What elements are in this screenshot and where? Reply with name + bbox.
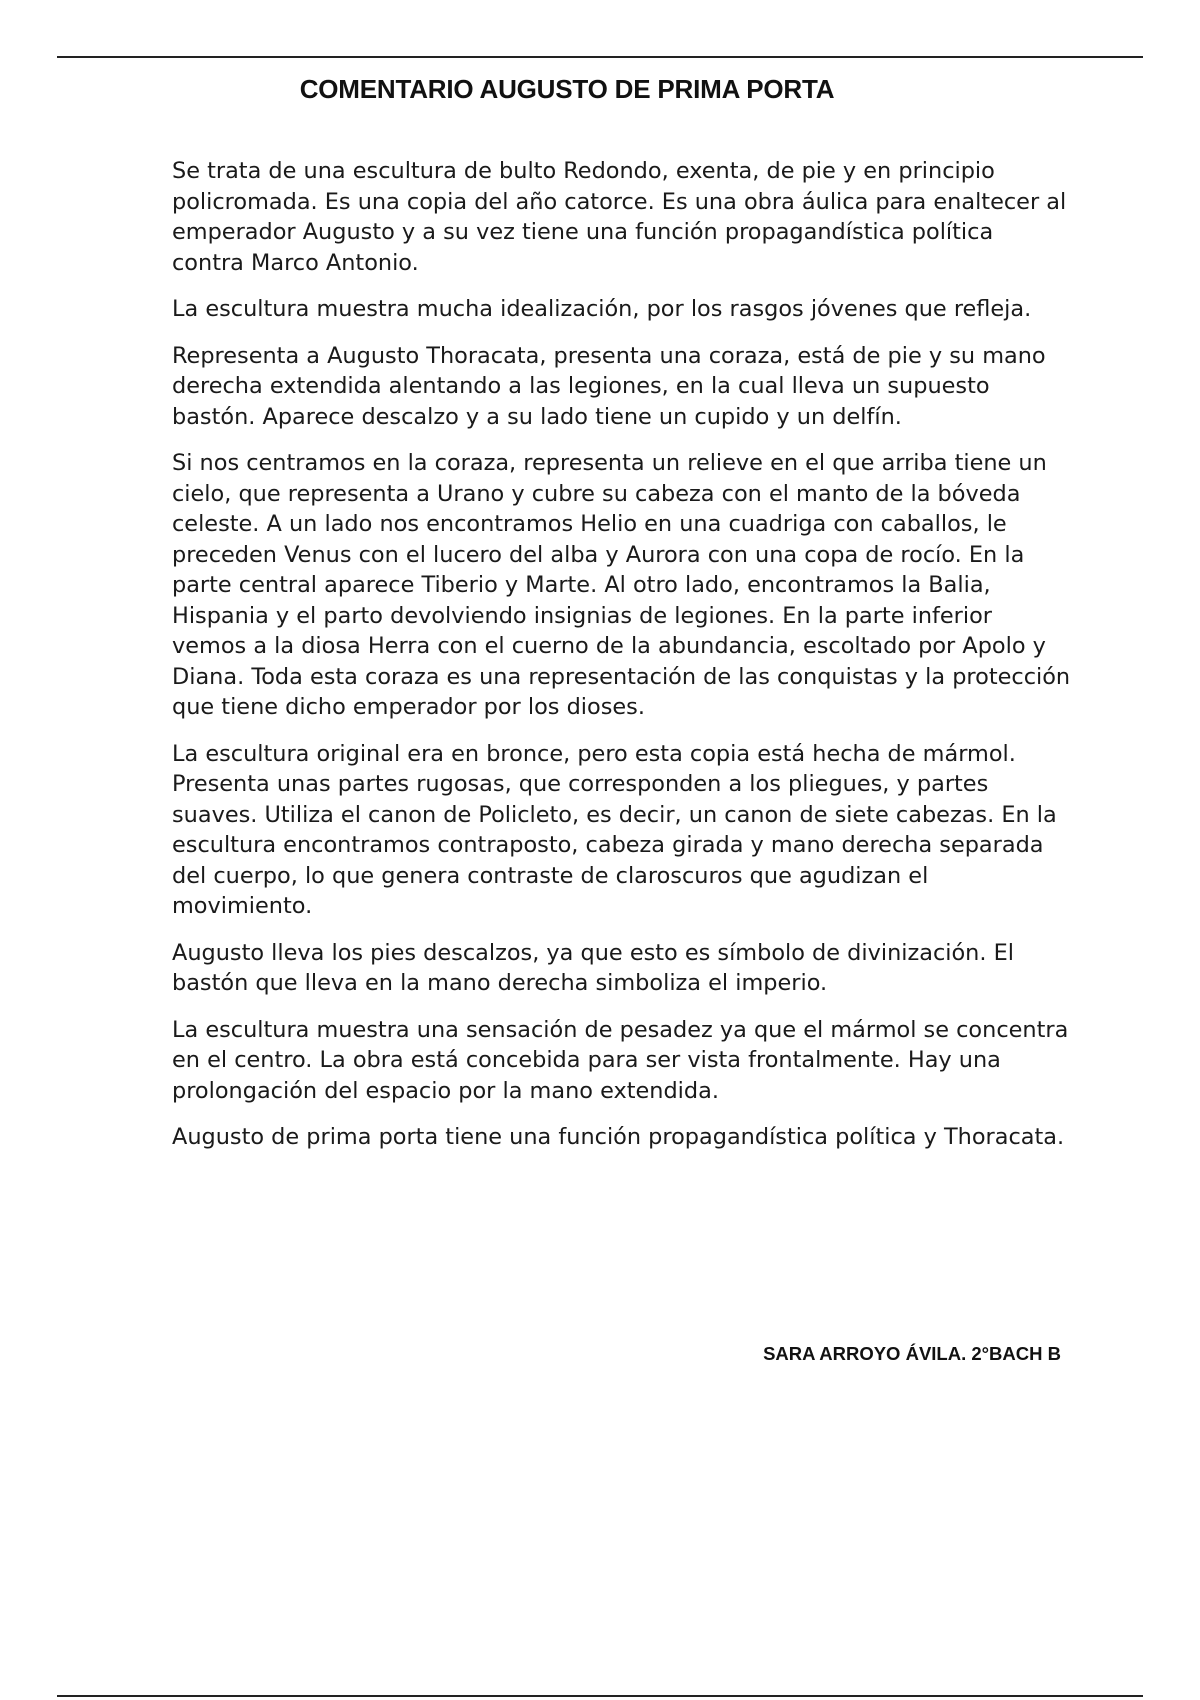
paragraph-7: La escultura muestra una sensación de pesadez ya que el mármol se concentra en el centro. La obra está concebida para ser vista frontalmente. Hay una prolongación del espacio por la mano extendida. xyxy=(172,1016,1069,1104)
footer-rule xyxy=(57,1695,1143,1697)
document-body xyxy=(172,156,1072,1169)
paragraph-1: Se trata de una escultura de bulto Redondo, exenta, de pie y en principio policromada. Es una copia del año catorce. Es una obra áulica para enaltecer al emperador Augusto y a su vez tiene una función propagandística política contra Marco Antonio. xyxy=(172,158,1067,276)
document-title: COMENTARIO AUGUSTO DE PRIMA PORTA xyxy=(299,74,835,104)
author-signature: SARA ARROYO ÁVILA. 2°BACH B xyxy=(763,1343,1061,1364)
paragraph-3: Representa a Augusto Thoracata, presenta una coraza, está de pie y su mano derecha extendida alentando a las legiones, en la cual lleva un supuesto bastón. Aparece descalzo y a su lado tiene un cupido y un delfín. xyxy=(172,342,1046,430)
paragraph-5: La escultura original era en bronce, pero esta copia está hecha de mármol. Presenta unas partes rugosas, que corresponden a los pliegues, y partes suaves. Utiliza el canon de Policleto, es decir, un canon de siete cabezas. En la escultura encontramos contraposto, cabeza girada y mano derecha separada del cuerpo, lo que genera contraste de claroscuros que agudizan el movimiento. xyxy=(172,740,1057,919)
paragraph-6: Augusto lleva los pies descalzos, ya que esto es símbolo de divinización. El bastón que lleva en la mano derecha simboliza el imperio. xyxy=(172,939,1014,996)
paragraph-8: Augusto de prima porta tiene una función propagandística política y Thoracata. xyxy=(172,1124,1065,1150)
paragraph-4: Si nos centramos en la coraza, representa un relieve en el que arriba tiene un cielo, que representa a Urano y cubre su cabeza con el manto de la bóveda celeste. A un lado nos encontramos Helio en una cuadriga con caballos, le preceden Venus con el lucero del alba y Aurora con una copa de rocío. En la parte central aparece Tiberio y Marte. Al otro lado, encontramos la Balia, Hispania y el parto devolviendo insignias de legiones. En la parte inferior vemos a la diosa Herra con el cuerno de la abundancia, escoltado por Apolo y Diana. Toda esta coraza es una representación de las conquistas y la protección que tiene dicho emperador por los dioses. xyxy=(172,450,1071,720)
header-rule xyxy=(57,56,1143,58)
paragraph-2: La escultura muestra mucha idealización, por los rasgos jóvenes que refleja. xyxy=(172,296,1032,322)
